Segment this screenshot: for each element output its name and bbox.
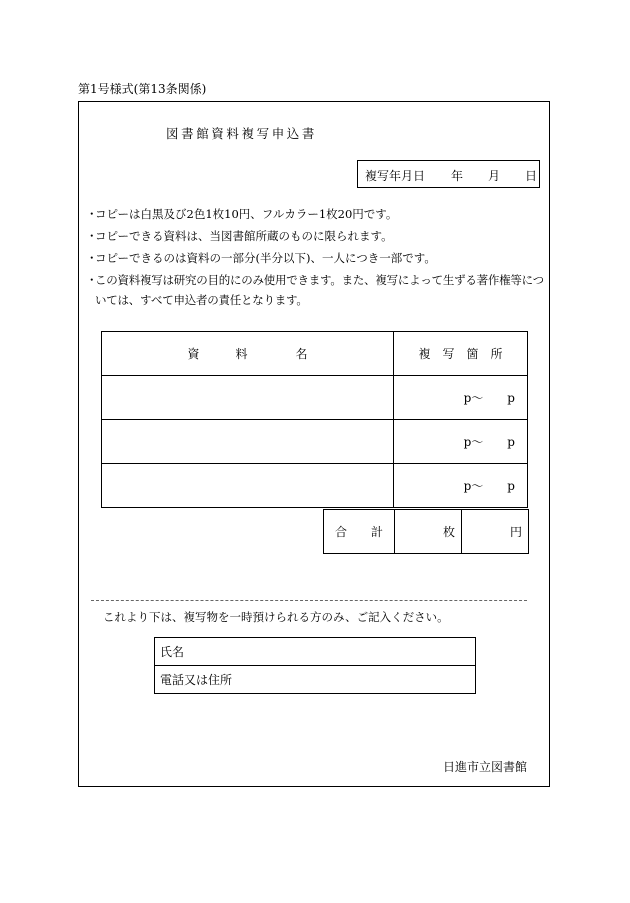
material-name-cell[interactable] — [102, 376, 394, 420]
total-label: 合 計 — [324, 510, 395, 554]
total-table — [323, 509, 529, 554]
phone-row — [155, 666, 476, 694]
header-material-name: 資 料 名 — [102, 332, 394, 376]
copy-pages-cell[interactable]: p〜 p — [394, 464, 528, 508]
copy-date-box[interactable] — [357, 160, 540, 188]
bullet: ・ — [86, 251, 98, 265]
name-field[interactable]: 氏名 — [155, 638, 476, 666]
cut-line — [91, 600, 527, 601]
year-label: 年 — [451, 169, 464, 183]
bullet: ・ — [86, 273, 98, 287]
table-row — [102, 420, 528, 464]
bullet: ・ — [86, 229, 98, 243]
copy-pages-cell[interactable]: p〜 p — [394, 376, 528, 420]
table-row — [102, 464, 528, 508]
copy-pages-cell[interactable]: p〜 p — [394, 420, 528, 464]
form-title: 図書館資料複写申込書 — [166, 126, 318, 141]
header-copy-pages: 複 写 箇 所 — [394, 332, 528, 376]
month-label: 月 — [488, 169, 501, 183]
table-header-row — [102, 332, 528, 376]
material-name-cell[interactable] — [102, 464, 394, 508]
library-name: 日進市立図書館 — [443, 760, 528, 774]
table-row — [102, 376, 528, 420]
day-label: 日 — [525, 169, 538, 183]
name-row — [155, 638, 476, 666]
contact-table — [154, 637, 476, 694]
total-row — [324, 510, 529, 554]
material-name-cell[interactable] — [102, 420, 394, 464]
copy-items-table — [101, 331, 528, 508]
note-item: ・ コピーできるのは資料の一部分(半分以下)、一人につき一部です。 — [86, 251, 436, 265]
deposit-guidance: これより下は、複写物を一時預けられる方のみ、ご記入ください。 — [103, 610, 449, 624]
bullet: ・ — [86, 207, 98, 221]
note-item: ・ コピーは白黒及び2色1枚10円、フルカラー1枚20円です。 — [86, 207, 398, 221]
note-item: ・ コピーできる資料は、当図書館所蔵のものに限られます。 — [86, 229, 393, 243]
copy-date-label: 複写年月日 — [365, 169, 426, 183]
note-item: ・ この資料複写は研究の目的にのみ使用できます。また、複写によって生ずる著作権等については、すべて申込者の責任となります。 — [86, 270, 550, 310]
form-number: 第1号様式(第13条関係) — [78, 82, 207, 96]
total-sheets-cell[interactable]: 枚 — [395, 510, 462, 554]
total-yen-cell[interactable]: 円 — [462, 510, 529, 554]
phone-address-field[interactable]: 電話又は住所 — [155, 666, 476, 694]
notes-list — [86, 207, 550, 310]
